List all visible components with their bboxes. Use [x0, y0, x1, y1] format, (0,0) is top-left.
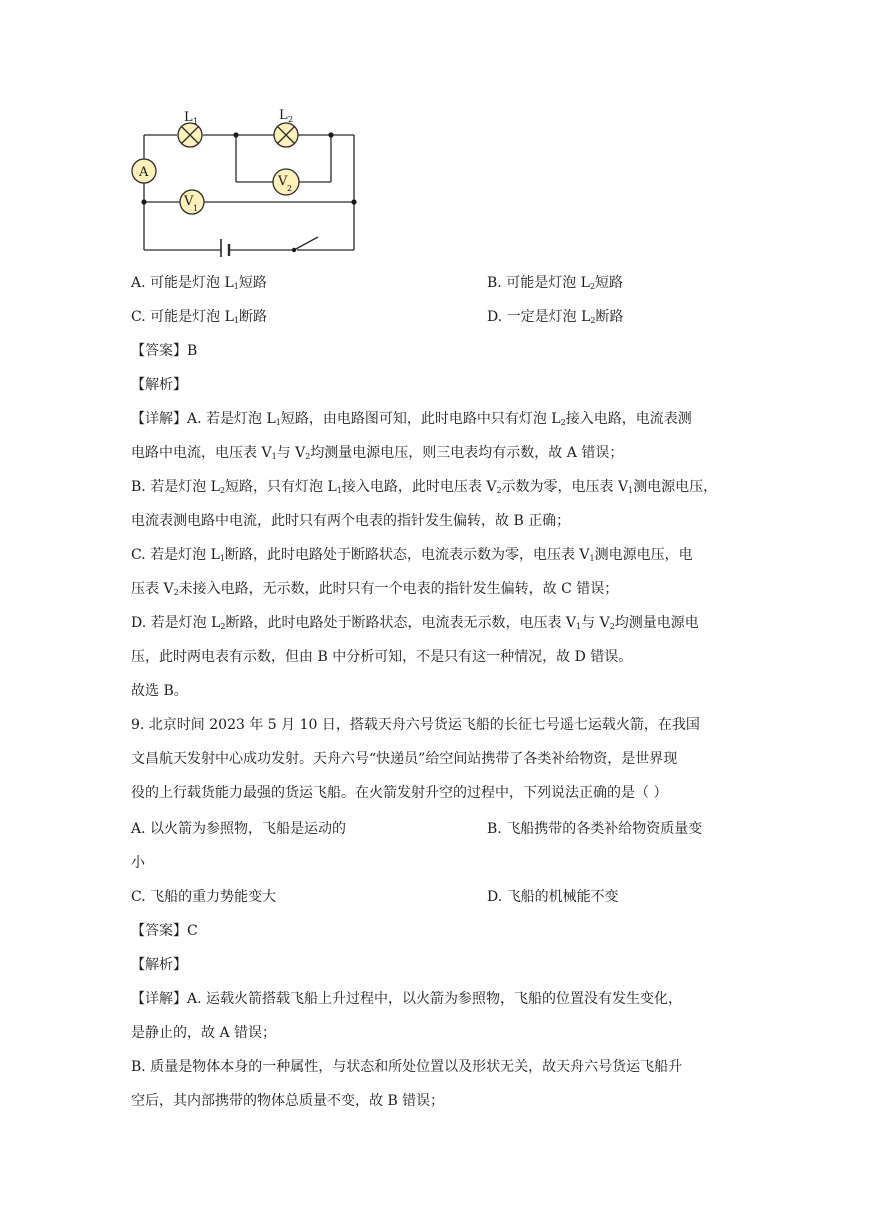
q9-detail-line: B. 质量是物体本身的一种属性，与状态和所处位置以及形状无关，故天舟六号货运飞船升 [131, 1059, 683, 1075]
ammeter [132, 159, 156, 183]
lamp2-subscript: 2 [288, 115, 294, 124]
q8-detail-line: 压表 $V_2$未接入电路，无示数，此时只有一个电表的指针发生偏转，故 C 错误； [131, 581, 619, 597]
q9-stem-line: 役的上行载货能力最强的货运飞船。在火箭发射升空的过程中，下列说法正确的是（ ） [131, 785, 668, 801]
q9-answer: 【答案】C [131, 923, 198, 939]
circuit-diagram [128, 105, 360, 257]
q8-option-d: D. 一定是灯泡 $L_2$断路 [487, 309, 624, 325]
lamp-l2 [274, 108, 298, 147]
voltmeter1-subscript: 1 [193, 204, 199, 213]
voltmeter2-label: V [278, 174, 288, 189]
q8-detail-line: 电路中电流，电压表 $V_1$与 $V_2$均测量电源电压，则三电表均有示数，故 A 错误； [131, 445, 624, 461]
q8-option-c: C. 可能是灯泡 $L_1$断路 [131, 309, 267, 325]
q8-conclusion: 故选 B。 [131, 683, 188, 699]
voltmeter-v2 [273, 169, 299, 195]
lamp2-label: L [279, 108, 288, 123]
q8-answer: 【答案】B [131, 343, 198, 359]
lamp1-subscript: 1 [193, 117, 199, 126]
q9-stem-line: 9. 北京时间 2023 年 5 月 10 日，搭载天舟六号货运飞船的长征七号遥七运载火箭，在我国 [131, 717, 700, 733]
q8-detail-line: D. 若是灯泡 $L_2$断路，此时电路处于断路状态，电流表无示数，电压表 $V_1$与 $V_2$均测量电源电 [131, 615, 699, 631]
q9-option-b-continued: 小 [131, 855, 145, 871]
voltmeter2-subscript: 2 [287, 184, 293, 193]
q9-analysis-title: 【解析】 [131, 957, 187, 973]
q9-option-a: A. 以火箭为参照物，飞船是运动的 [131, 821, 347, 837]
voltmeter1-label: V [184, 194, 194, 209]
q8-detail-line: 压，此时两电表有示数，但由 B 中分析可知，不是只有这一种情况，故 D 错误。 [131, 649, 633, 665]
q9-detail-line: 是静止的，故 A 错误； [131, 1025, 277, 1041]
ammeter-label: A [139, 165, 149, 180]
q8-detail-line: C. 若是灯泡 $L_1$断路，此时电路处于断路状态，电流表示数为零，电压表 $V_1$测电源电压，电 [131, 547, 693, 563]
lamp1-label: L [184, 110, 193, 125]
q9-option-c: C. 飞船的重力势能变大 [131, 889, 277, 905]
lamp-l1 [178, 110, 202, 147]
q8-detail-line: 电流表测电路中电流，此时只有两个电表的指针发生偏转，故 B 正确； [131, 513, 571, 529]
q8-option-a: A. 可能是灯泡 $L_1$短路 [131, 275, 267, 291]
q9-option-d: D. 飞船的机械能不变 [487, 889, 619, 905]
q8-detail-line: B. 若是灯泡 $L_2$短路，只有灯泡 $L_1$接入电路，此时电压表 $V_2$示数为零，电压表 $V_1$测电源电压， [131, 479, 718, 495]
q8-analysis-title: 【解析】 [131, 377, 187, 393]
q9-detail-line: 【详解】A. 运载火箭搭载飞船上升过程中，以火箭为参照物，飞船的位置没有发生变化， [131, 991, 683, 1007]
voltmeter-v1 [180, 190, 204, 214]
q8-option-b: B. 可能是灯泡 $L_2$短路 [487, 275, 624, 291]
q9-detail-line: 空后，其内部携带的物体总质量不变，故 B 错误； [131, 1093, 445, 1109]
q9-option-b: B. 飞船携带的各类补给物资质量变 [487, 821, 703, 837]
q9-stem-line: 文昌航天发射中心成功发射。天舟六号“快递员”给空间站携带了各类补给物资，是世界现 [131, 751, 678, 767]
q8-detail-line: 【详解】A. 若是灯泡 $L_1$短路，由电路图可知，此时电路中只有灯泡 $L_2$接入电路，电流表测 [131, 411, 692, 427]
